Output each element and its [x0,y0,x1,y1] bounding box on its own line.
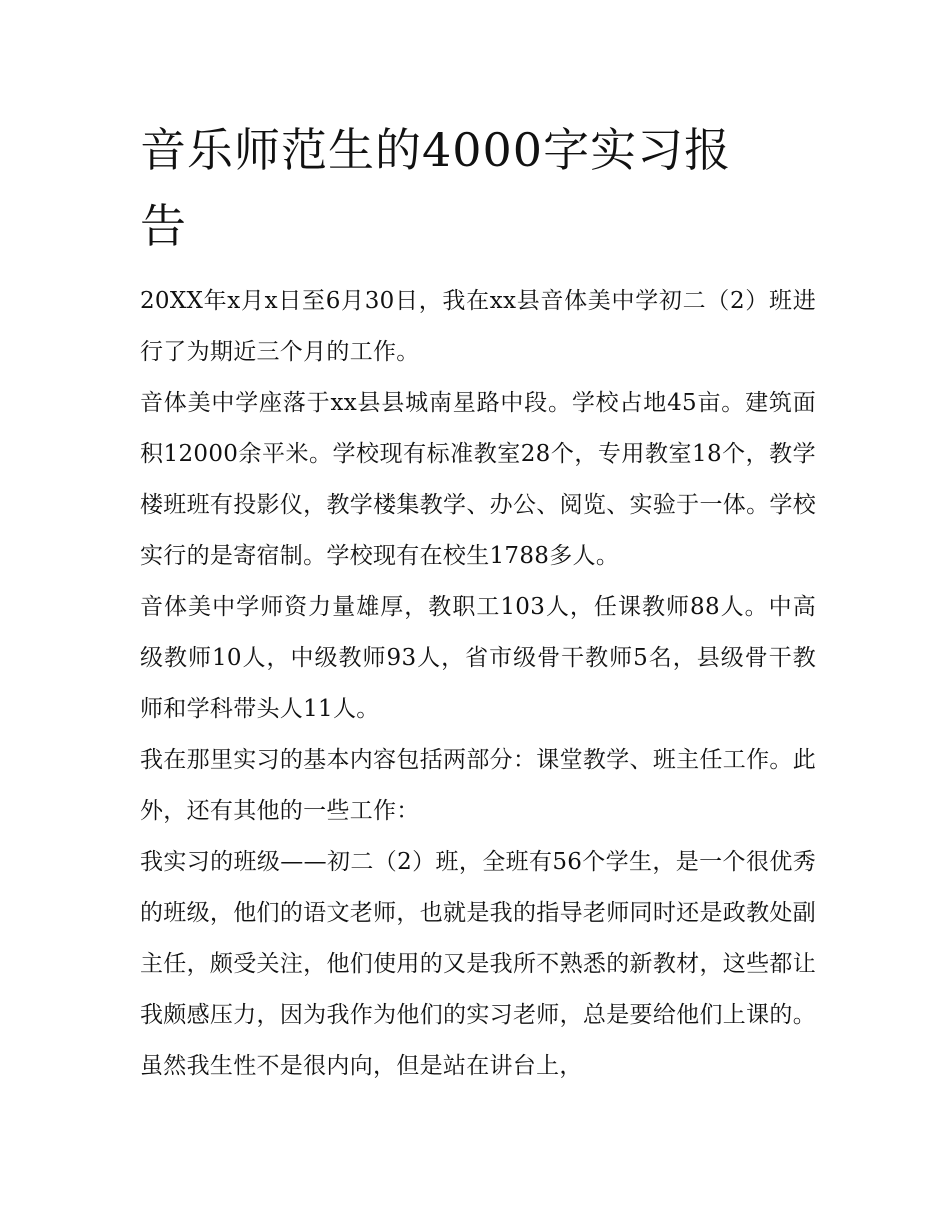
paragraph-class-description: 我实习的班级——初二（2）班，全班有56个学生，是一个很优秀的班级，他们的语文老师，也就是我的指导老师同时还是政教处副主任，颇受关注，他们使用的又是我所不熟悉的新教材，这些都让我颇感压力，因为我作为他们的实习老师，总是要给他们上课的。虽然我生性不是很内向，但是站在讲台上， [140,849,816,1079]
paragraph-internship-content: 我在那里实习的基本内容包括两部分：课堂教学、班主任工作。此外，还有其他的一些工作： [140,747,816,824]
paragraph-teaching-staff: 音体美中学师资力量雄厚，教职工103人，任课教师88人。中高级教师10人，中级教师93人，省市级骨干教师5名，县级骨干教师和学科带头人11人。 [140,594,816,722]
document-body [140,276,816,1092]
document-title [140,112,780,264]
title-line-2: 告 [140,199,187,253]
paragraph-dates: 20XX年x月x日至6月30日，我在xx县音体美中学初二（2）班进行了为期近三个月的工作。 [140,288,816,365]
title-line-1: 音乐师范生的4000字实习报 [140,123,732,177]
paragraph-school-intro: 音体美中学座落于xx县县城南星路中段。学校占地45亩。建筑面积12000余平米。学校现有标准教室28个，专用教室18个，教学楼班班有投影仪，教学楼集教学、办公、阅览、实验于一体。学校实行的是寄宿制。学校现有在校生1788多人。 [140,390,816,569]
